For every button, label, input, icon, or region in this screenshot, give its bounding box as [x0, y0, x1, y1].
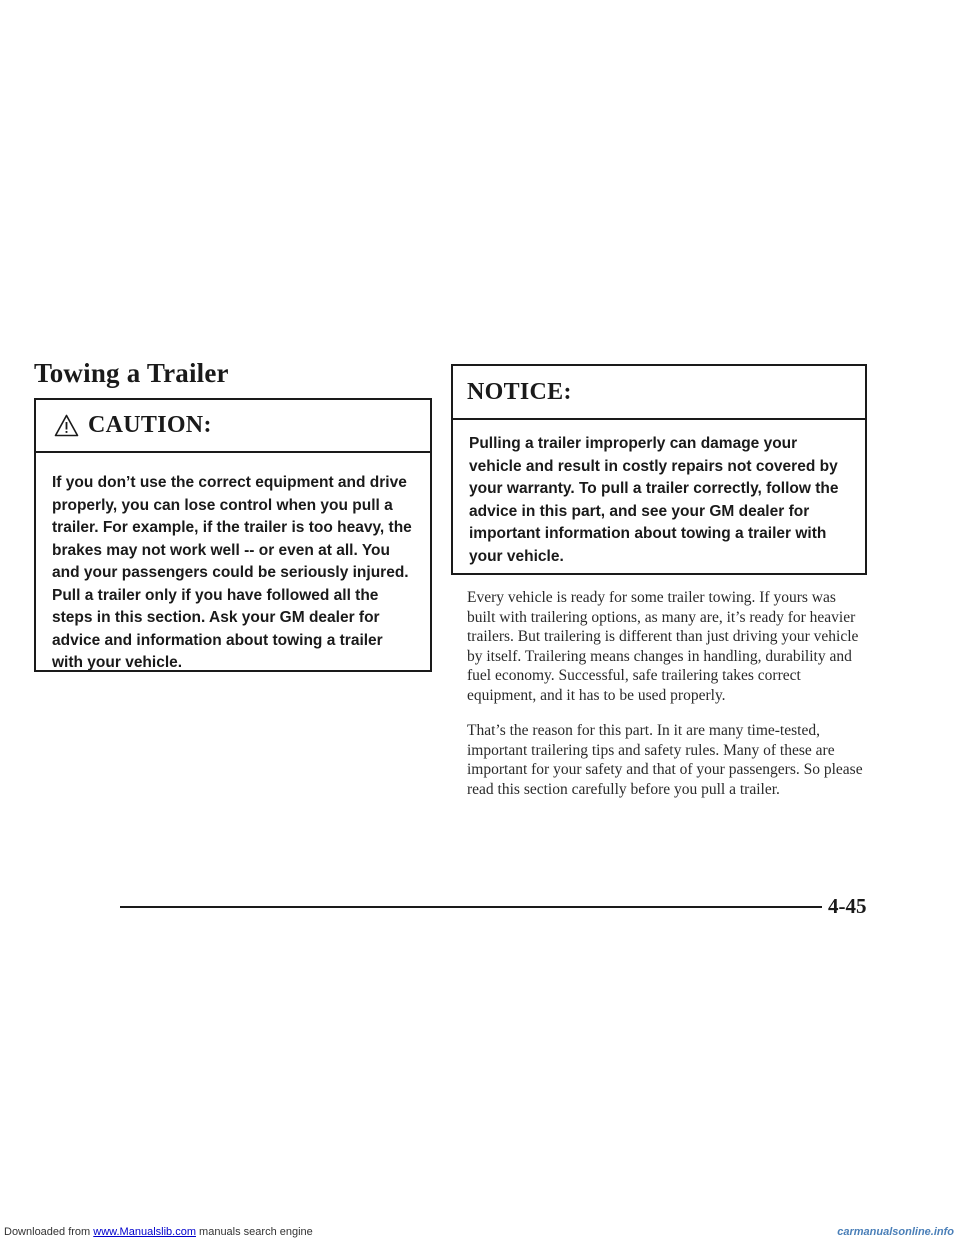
body-paragraph-2: That’s the reason for this part. In it are many time-tested, important trailering tips and safety rules. Many of these are important for your safety and that of your passengers. So please read this section carefully before you pull a trailer. — [467, 722, 863, 798]
notice-box — [451, 364, 867, 575]
footer-rule — [120, 906, 822, 908]
warning-triangle-icon — [54, 414, 79, 437]
watermark-prefix: Downloaded from — [4, 1226, 94, 1238]
notice-header — [453, 366, 865, 420]
page-title: Towing a Trailer — [34, 358, 229, 388]
watermark-bar — [0, 1222, 960, 1242]
notice-text: Pulling a trailer improperly can damage your vehicle and result in costly repairs not covered by your warranty. To pull a trailer correctly, follow the advice in this part, and see your GM dealer for important information about towing a trailer with your vehicle. — [469, 435, 839, 565]
watermark-logo-text: carmanualsonline.info — [837, 1226, 954, 1238]
caution-heading: CAUTION: — [88, 412, 212, 438]
caution-text: If you don’t use the correct equipment and drive properly, you can lose control when you pull a trailer. For example, if the trailer is too heavy, the brakes may not work well -- or even at all. You and your passengers could be seriously injured. Pull a trailer only if you have followed all the steps in this section. Ask your GM dealer for advice and information about towing a trailer with your vehicle. — [52, 474, 412, 671]
page-number: 4-45 — [828, 894, 867, 918]
caution-box — [34, 398, 432, 672]
body-paragraph-1: Every vehicle is ready for some trailer towing. If yours was built with trailering options, as many are, it’s ready for heavier trailers. But trailering is different than just driving your vehicle by itself. Trailering means changes in handling, durability and fuel economy. Successful, safe trailering takes correct equipment, and it has to be used properly. — [467, 589, 859, 704]
watermark-suffix: manuals search engine — [195, 1226, 313, 1238]
manualslib-link[interactable]: www.Manualslib.com — [93, 1226, 196, 1238]
notice-heading: NOTICE: — [467, 378, 572, 405]
caution-header — [36, 400, 430, 453]
